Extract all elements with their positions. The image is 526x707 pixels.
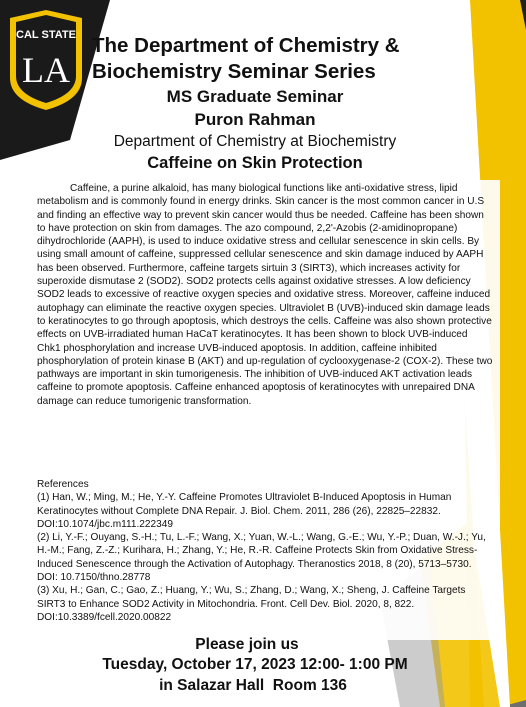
reference-item: (3) Xu, H.; Gan, C.; Gao, Z.; Huang, Y.; Wu, S.; Zhang, D.; Wang, X.; Sheng, J. Caffeine Targets SIRT3 to Enhance SOD2 Activity in Mitochondria. Front. Cell Dev. Biol. 2020, 8, 822. DOI:10.3389/fcell.2020.00822 (37, 585, 466, 623)
reference-item: (1) Han, W.; Ming, M.; He, Y.-Y. Caffeine Promotes Ultraviolet B-Induced Apoptosis in Human Keratinocytes without Complete DNA Repair. J. Biol. Chem. 2011, 286 (26), 22825–22832. DOI:10.1074/jbc.m111.222349 (37, 492, 452, 530)
reference-item: (2) Li, Y.-F.; Ouyang, S.-H.; Tu, L.-F.; Wang, X.; Yuan, W.-L.; Wang, G.-E.; Wu, Y.-P.; Duan, W.-J.; Yu, H.-M.; Fang, Z.-Z.; Kurihara, H.; Zhang, Y.; He, R.-R. Caffeine Protects Skin from Oxidative Stress-Induced Senescence through the Activation of Autophagy. Theranostics 2018, 8 (20), 5713–5730. DOI: 10.7150/thno.28778 (37, 532, 486, 584)
references-heading: References (37, 479, 89, 490)
logo-line1: CAL STATE (16, 29, 76, 41)
seminar-type: MS Graduate Seminar (166, 87, 344, 106)
speaker-name: Puron Rahman (194, 110, 316, 129)
seminar-series-title: The Department of Chemistry & Biochemistry Seminar Series (92, 34, 400, 83)
abstract-text: Caffeine, a purine alkaloid, has many biological functions like anti-oxidative stress, lipid metabolism and is commonly found in energy drinks. Skin cancer is the most common cancer in U.S and finding an effective way to prevent skin cancer would thus be needed. Caffeine has been shown to have protection on skin from damages. The azo compound, 2,2'-Azobis (2-amidinopropane) dihydrochloride (AAPH), is used to induce oxidative stress and cellular senescence in skin cells. By using small amount of caffeine, suppressed cellular senescence and skin damage induced by AAPH has been observed. Furthermore, caffeine targets sirtuin 3 (SIRT3), which increases activity for superoxide dismutase 2 (SOD2). SOD2 protects cells against oxidative stresses. A low deficiency SOD2 leads to excessive of reactive oxygen species and oxidative stress. Moreover, caffeine induced autophagy can eliminate the reactive oxygen species. Ultraviolet B (UVB)-induced skin damage leads to keratinocytes to go through apoptosis, which destroys the cells. Caffeine was also shown protective effects on UVB-irradiated human HaCaT keratinocytes. It has been shown to block UVB-induced Chk1 phosphorylation and increase UVB-induced apoptosis. In addition, caffeine inhibited phosphorylation of protein kinase B (AKT) and up-regulation of cyclooxygenase-2 (COX-2). These two pathways are important in skin tumorigenesis. The inhibition of UVB-induced AKT activation leads caffeine to promote apoptosis. Caffeine enhanced apoptosis of keratinocytes with unrepaired DNA damage can reduce tumorigenic transformation. (37, 183, 493, 407)
talk-title: Caffeine on Skin Protection (147, 154, 363, 172)
department-name: Department of Chemistry at Biochemistry (113, 133, 397, 150)
logo-line2: LA (22, 50, 70, 90)
references-section (37, 478, 493, 624)
event-datetime: Tuesday, October 17, 2023 12:00- 1:00 PM (102, 656, 408, 673)
event-location: in Salazar Hall Room 136 (159, 677, 347, 694)
invite-text: Please join us (195, 636, 299, 653)
